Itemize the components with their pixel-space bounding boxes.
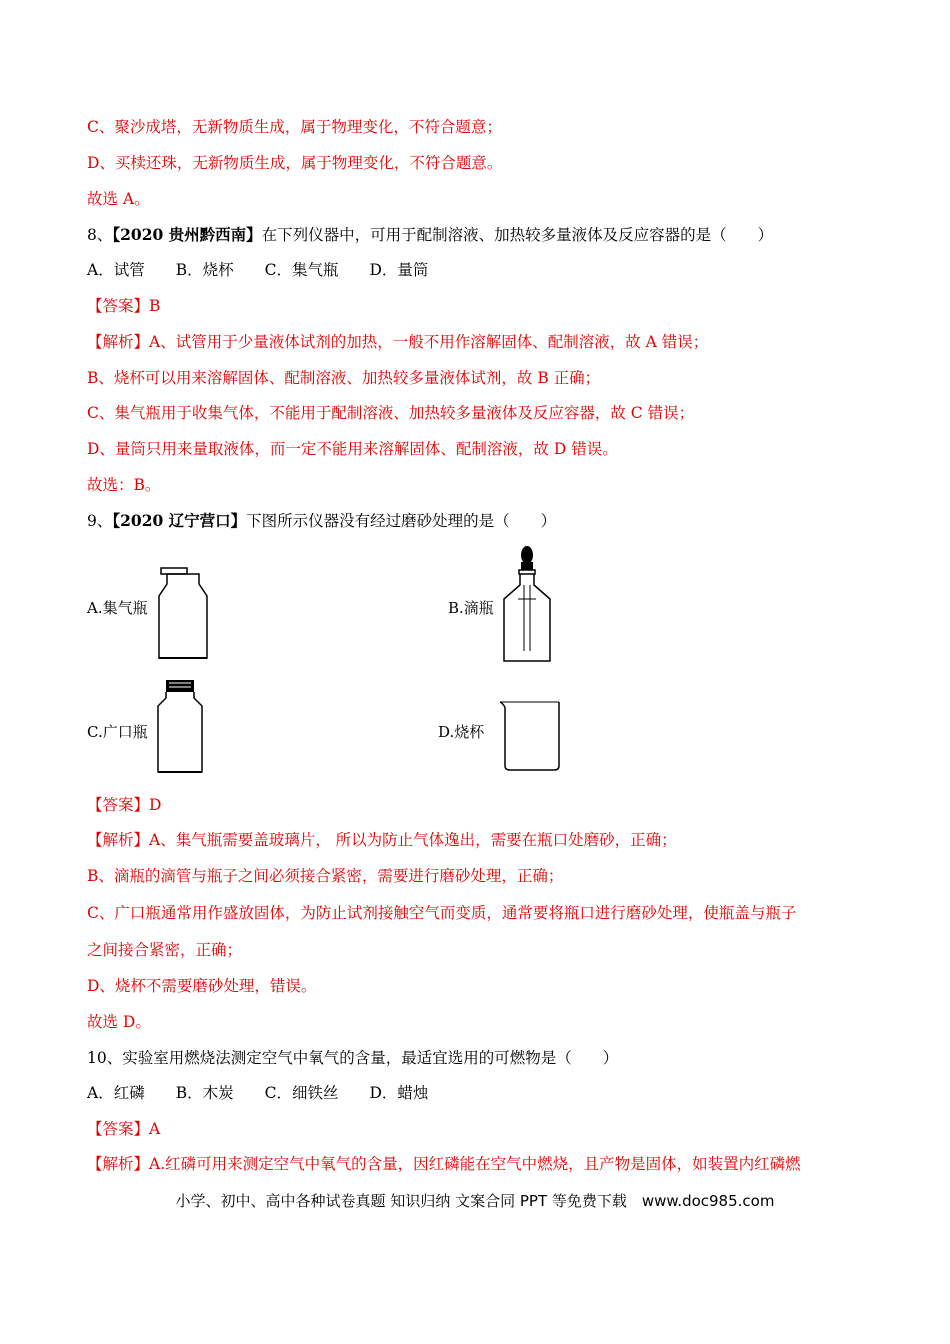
question-number: 9、 [87, 512, 113, 530]
question-9-explanation-c: C、广口瓶通常用作盛放固体，为防止试剂接触空气而变质，通常要将瓶口进行磨砂处理，使瓶盖与瓶子 [87, 904, 797, 922]
question-8-options: A．试管 B．烧杯 C．集气瓶 D．量筒 [87, 261, 429, 279]
question-9-explanation-b: B、滴瓶的滴管与瓶子之间必须接合紧密，需要进行磨砂处理，正确； [87, 867, 564, 885]
option-b-label: B.滴瓶 [448, 599, 494, 617]
question-8 [87, 225, 773, 245]
wide-mouth-bottle-icon [154, 678, 206, 776]
question-text: 在下列仪器中，可用于配制溶液、加热较多量液体及反应容器的是（ ） [261, 226, 774, 244]
question-10-answer: 【答案】A [87, 1120, 161, 1138]
option-c-label: C.广口瓶 [87, 723, 148, 741]
option-a-label: A.集气瓶 [87, 599, 148, 617]
gas-bottle-icon [155, 566, 211, 660]
question-8-answer: 【答案】B [87, 297, 161, 315]
question-source: 【2020 辽宁营口】 [112, 511, 247, 530]
dropper-bottle-icon [500, 545, 554, 665]
question-8-explanation-a: 【解析】A、试管用于少量液体试剂的加热，一般不用作溶解固体、配制溶液，故 A 错误； [87, 333, 709, 351]
question-10-explanation-a: 【解析】A.红磷可用来测定空气中氧气的含量，因红磷能在空气中燃烧，且产物是固体，如装置内红磷燃 [87, 1155, 801, 1173]
question-9-explanation-a: 【解析】A、集气瓶需要盖玻璃片， 所以为防止气体逸出，需要在瓶口处磨砂，正确； [87, 831, 677, 849]
question-9-conclusion: 故选 D。 [87, 1013, 151, 1031]
question-source: 【2020 贵州黔西南】 [112, 225, 262, 244]
question-number: 8、 [87, 226, 113, 244]
question-9-answer: 【答案】D [87, 796, 162, 814]
question-9-explanation-c-cont: 之间接合紧密，正确； [87, 941, 243, 959]
question-10-options: A．红磷 B．木炭 C．细铁丝 D．蜡烛 [87, 1084, 429, 1102]
question-8-explanation-c: C、集气瓶用于收集气体，不能用于配制溶液、加热较多量液体及反应容器，故 C 错误； [87, 404, 695, 422]
beaker-icon [498, 698, 564, 774]
page-footer: 小学、初中、高中各种试卷真题 知识归纳 文案合同 PPT 等免费下载 www.doc985.com [175, 1192, 775, 1210]
question-8-conclusion: 故选：B。 [87, 476, 161, 494]
question-9 [87, 511, 556, 531]
line-d-explanation: D、买椟还珠，无新物质生成，属于物理变化，不符合题意。 [87, 154, 503, 172]
question-8-explanation-d: D、量筒只用来量取液体，而一定不能用来溶解固体、配制溶液，故 D 错误。 [87, 440, 618, 458]
question-10: 10、实验室用燃烧法测定空气中氧气的含量，最适宜选用的可燃物是（ ） [87, 1049, 619, 1067]
question-8-explanation-b: B、烧杯可以用来溶解固体、配制溶液、加热较多量液体试剂，故 B 正确； [87, 369, 601, 387]
answer-choice-line: 故选 A。 [87, 190, 150, 208]
option-d-label: D.烧杯 [438, 723, 485, 741]
line-c-explanation: C、聚沙成塔，无新物质生成，属于物理变化，不符合题意； [87, 118, 502, 136]
question-text: 下图所示仪器没有经过磨砂处理的是（ ） [246, 512, 557, 530]
question-9-explanation-d: D、烧杯不需要磨砂处理，错误。 [87, 977, 317, 995]
